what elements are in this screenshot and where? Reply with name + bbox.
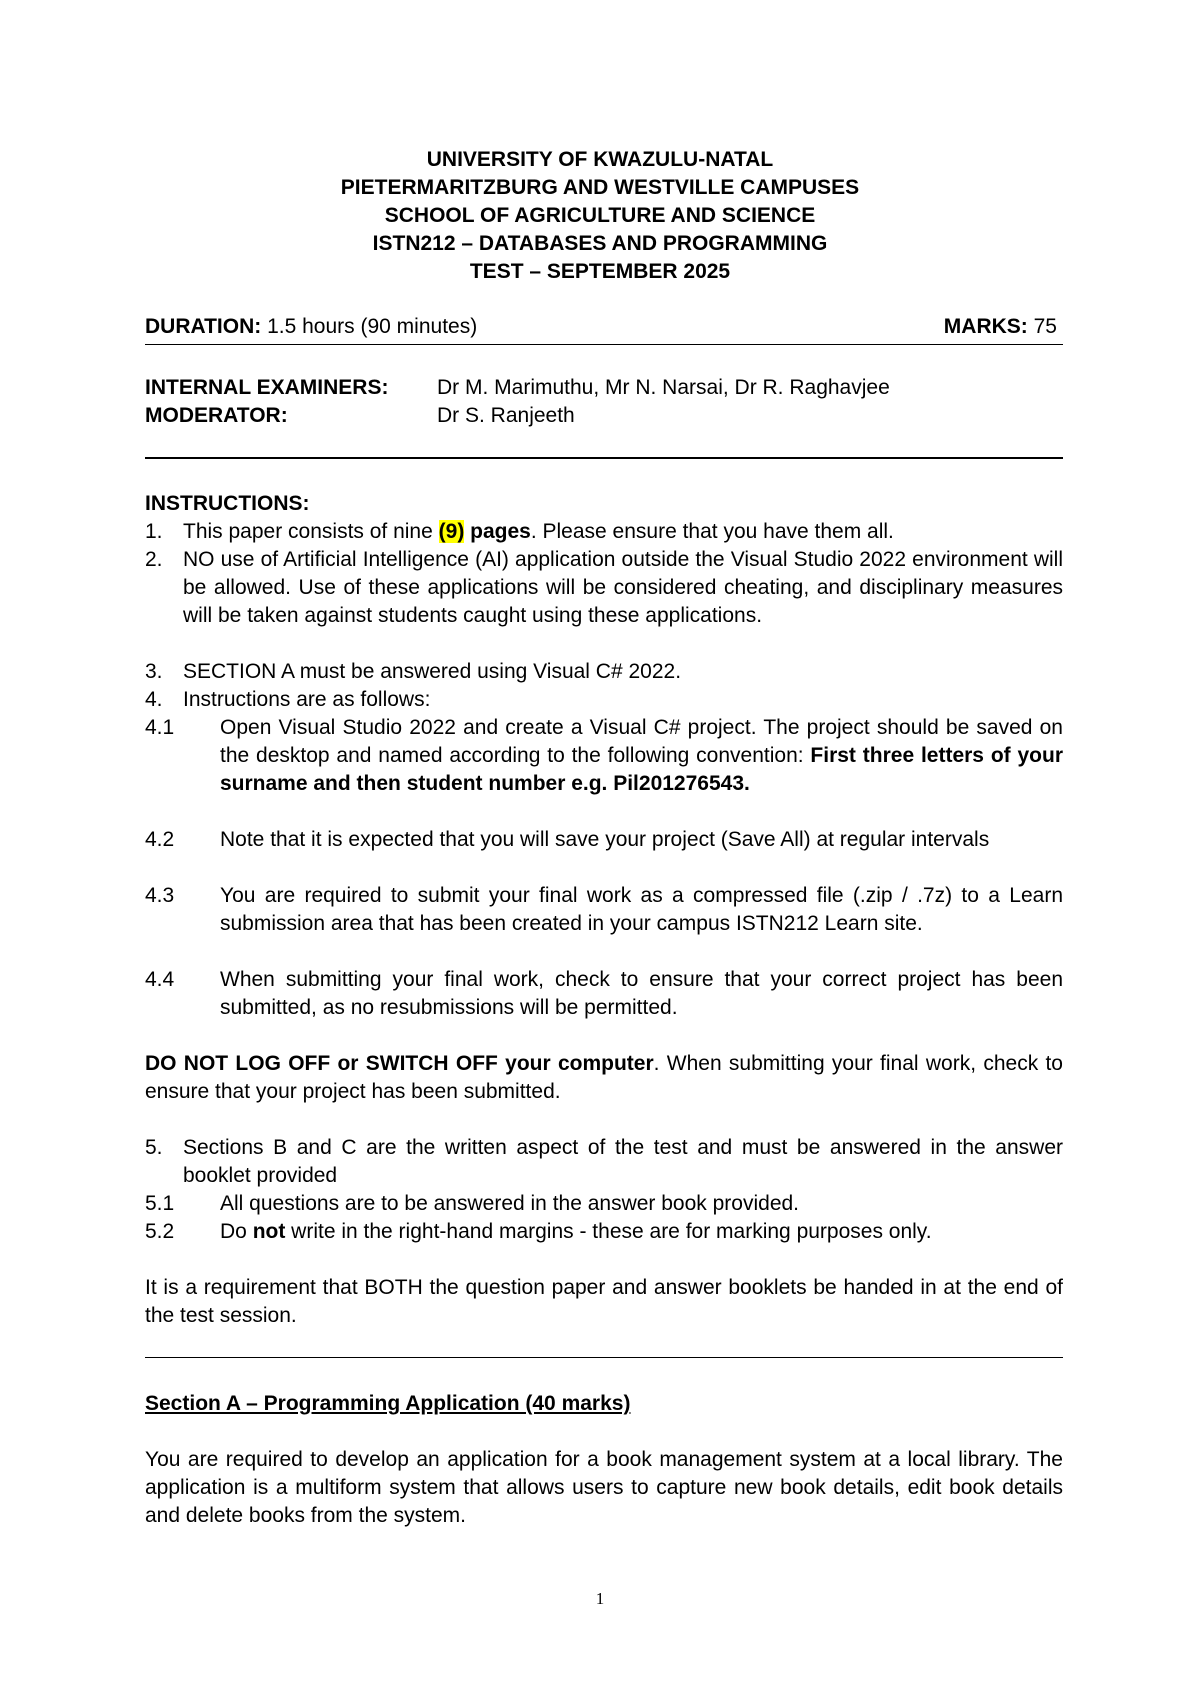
page-number: 1 [595,1589,605,1608]
campuses-line: PIETERMARITZBURG AND WESTVILLE CAMPUSES [340,176,860,199]
instruction-number: 4.2 [145,828,175,851]
instruction-number: 5. [145,1136,163,1159]
instruction-number: 5.2 [145,1220,175,1243]
page-count-highlight: (9) [438,520,465,543]
naming-convention: First three letters of your surname and then student number e.g. Pil201276543. [220,744,1063,795]
instruction-text: All questions are to be answered in the answer book provided. [220,1192,800,1215]
instruction-number: 2. [145,548,163,571]
school-line: SCHOOL OF AGRICULTURE AND SCIENCE [384,204,816,227]
logoff-warning [145,1050,1063,1106]
examiners-label: INTERNAL EXAMINERS: [145,376,389,399]
not-bold: not [252,1220,286,1243]
instruction-number: 3. [145,660,163,683]
instruction-text: Open Visual Studio 2022 and create a Visual C# project. The project should be saved on the desktop and named according to the following convention: [220,716,1063,767]
instruction-number: 4.3 [145,884,175,907]
moderator-value: Dr S. Ranjeeth [437,404,575,427]
moderator-row [145,402,1063,430]
handin-requirement: It is a requirement that BOTH the question paper and answer booklets be handed in at the end of the test session. [145,1276,1063,1327]
instruction-number: 4.1 [145,716,175,739]
university-name: UNIVERSITY OF KWAZULU-NATAL [426,148,774,171]
duration-row [145,313,1063,341]
instruction-text: Instructions are as follows: [183,688,431,711]
instruction-text-end: write in the right-hand margins - these are for marking purposes only. [285,1220,932,1243]
test-line: TEST – SEPTEMBER 2025 [469,260,731,283]
instruction-text: SECTION A must be answered using Visual C# 2022. [183,660,682,683]
duration-value: 1.5 hours (90 minutes) [261,315,478,338]
marks-block [944,313,1057,341]
instruction-number: 5.1 [145,1192,175,1215]
instruction-text-end: . Please ensure that you have them all. [530,520,894,543]
duration-label: DURATION: [145,315,262,338]
instruction-number: 1. [145,520,163,543]
pages-bold: pages [464,520,531,543]
instruction-text: Note that it is expected that you will save your project (Save All) at regular intervals [220,828,990,851]
module-line: ISTN212 – DATABASES AND PROGRAMMING [372,232,828,255]
divider-1 [145,344,1063,345]
divider-3 [145,1357,1063,1358]
instructions-heading: INSTRUCTIONS: [145,492,310,515]
instruction-text: NO use of Artificial Intelligence (AI) application outside the Visual Studio 2022 environment will be allowed. Use of these applications will be considered cheating, and disciplinary measures will be taken against students caught using these applications. [183,548,1063,627]
marks-label: MARKS: [943,315,1028,338]
moderator-label: MODERATOR: [145,404,288,427]
marks-value: 75 [1027,315,1057,338]
examiners-row [145,374,1063,402]
exam-header [0,146,1200,286]
instruction-text: Do [220,1220,253,1243]
warning-bold: DO NOT LOG OFF or SWITCH OFF your computer [145,1052,654,1075]
instruction-text: When submitting your final work, check to ensure that your correct project has been submitted, as no resubmissions will be permitted. [220,968,1063,1019]
section-a-title: Section A – Programming Application (40 marks) [145,1392,631,1415]
instruction-text: This paper consists of nine [183,520,439,543]
instruction-text: Sections B and C are the written aspect of the test and must be answered in the answer booklet provided [183,1136,1063,1187]
instruction-number: 4.4 [145,968,175,991]
examiners-value: Dr M. Marimuthu, Mr N. Narsai, Dr R. Raghavjee [437,376,890,399]
warning-text: . When submitting your final work, check to ensure that your project has been submitted. [145,1052,1063,1103]
instruction-text: You are required to submit your final work as a compressed file (.zip / .7z) to a Learn submission area that has been created in your campus ISTN212 Learn site. [220,884,1063,935]
divider-2 [145,457,1063,459]
instruction-number: 4. [145,688,163,711]
section-a-body: You are required to develop an application for a book management system at a local library. The application is a multiform system that allows users to capture new book details, edit book details and delete books from the system. [145,1448,1063,1527]
